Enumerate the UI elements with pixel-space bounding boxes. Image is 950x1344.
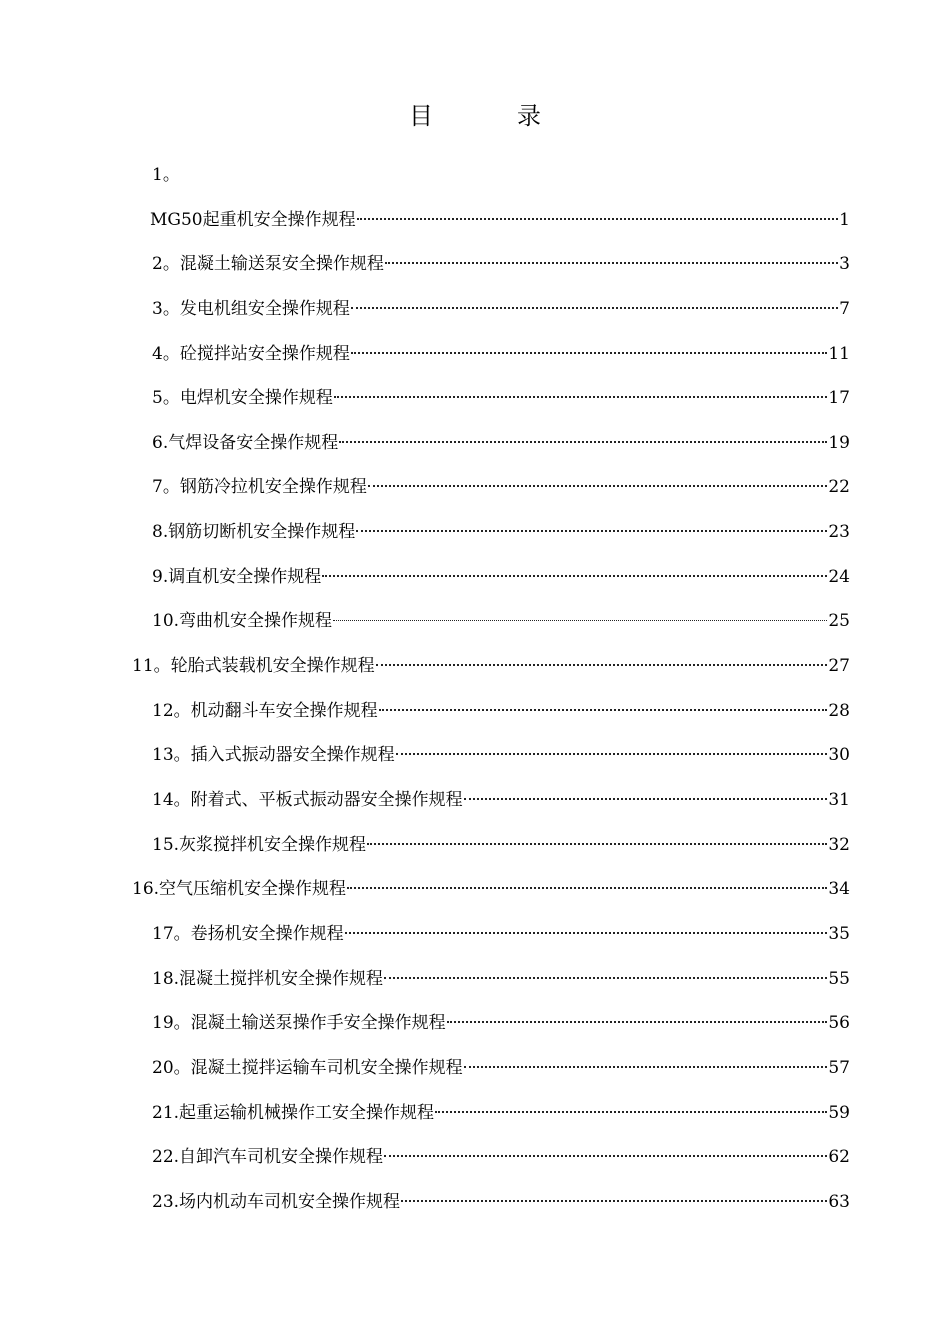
toc-entry[interactable] bbox=[152, 965, 850, 993]
toc-entry-page: 7 bbox=[839, 299, 850, 319]
toc-entry[interactable] bbox=[152, 384, 850, 412]
toc-entry-page: 25 bbox=[828, 611, 850, 631]
toc-entry-page: 59 bbox=[828, 1103, 850, 1123]
toc-entry[interactable] bbox=[152, 1143, 850, 1171]
toc-entry-label: 17。卷扬机安全操作规程 bbox=[152, 924, 344, 944]
toc-entry-label: 4。砼搅拌站安全操作规程 bbox=[152, 344, 350, 364]
toc-entry-page: 34 bbox=[828, 879, 850, 899]
toc-entry[interactable] bbox=[152, 1099, 850, 1127]
toc-entry-label: 8.钢筋切断机安全操作规程 bbox=[152, 522, 356, 542]
dot-leader bbox=[345, 932, 828, 934]
toc-entry-label: 18.混凝土搅拌机安全操作规程 bbox=[152, 969, 384, 989]
toc-entry-page: 63 bbox=[828, 1192, 850, 1212]
dot-leader bbox=[435, 1111, 827, 1113]
toc-entry-label: 12。机动翻斗车安全操作规程 bbox=[152, 701, 378, 721]
toc-entry[interactable] bbox=[152, 295, 850, 323]
toc-entry[interactable] bbox=[152, 250, 850, 278]
toc-lead-number: 1。 bbox=[152, 165, 180, 185]
toc-entry[interactable] bbox=[152, 920, 850, 948]
toc-entry-page: 35 bbox=[828, 924, 850, 944]
toc-entry-page: 11 bbox=[828, 344, 850, 364]
toc-entry-label: 7。钢筋冷拉机安全操作规程 bbox=[152, 477, 367, 497]
dot-leader bbox=[368, 485, 828, 487]
toc-entry[interactable] bbox=[152, 518, 850, 546]
toc-entry-label: 2。混凝土输送泵安全操作规程 bbox=[152, 254, 384, 274]
dot-leader bbox=[384, 1155, 827, 1157]
toc-entry[interactable] bbox=[152, 1188, 850, 1216]
toc-entry-label: 9.调直机安全操作规程 bbox=[152, 567, 322, 587]
dot-leader bbox=[396, 753, 828, 755]
toc-entry-page: 28 bbox=[828, 701, 850, 721]
dot-leader bbox=[333, 620, 827, 621]
toc-entry-page: 30 bbox=[828, 745, 850, 765]
dot-leader bbox=[379, 709, 828, 711]
toc-entry-label: 23.场内机动车司机安全操作规程 bbox=[152, 1192, 401, 1212]
dot-leader bbox=[367, 843, 827, 845]
toc-entry[interactable] bbox=[152, 1054, 850, 1082]
toc-entry-page: 22 bbox=[828, 477, 850, 497]
dot-leader bbox=[385, 262, 838, 264]
toc-entry-page: 23 bbox=[828, 522, 850, 542]
toc-entry-label: 21.起重运输机械操作工安全操作规程 bbox=[152, 1103, 435, 1123]
dot-leader bbox=[464, 798, 828, 800]
toc-entry-page: 17 bbox=[828, 388, 850, 408]
toc-entry-page: 3 bbox=[839, 254, 850, 274]
toc-entry-page: 31 bbox=[828, 790, 850, 810]
dot-leader bbox=[351, 307, 838, 309]
dot-leader bbox=[339, 441, 827, 443]
toc-entry[interactable] bbox=[150, 206, 850, 234]
toc-entry-page: 57 bbox=[828, 1058, 850, 1078]
page-title: 目 录 bbox=[409, 102, 571, 130]
toc-entry-page: 55 bbox=[828, 969, 850, 989]
dot-leader bbox=[376, 664, 828, 666]
toc-entry-page: 32 bbox=[828, 835, 850, 855]
toc-entry[interactable] bbox=[152, 563, 850, 591]
toc-entry-page: 19 bbox=[828, 433, 850, 453]
toc-entry[interactable] bbox=[152, 741, 850, 769]
toc-entry-label: 6.气焊设备安全操作规程 bbox=[152, 433, 339, 453]
toc-entry-label: 22.自卸汽车司机安全操作规程 bbox=[152, 1147, 384, 1167]
toc-entry-label: 11。轮胎式装载机安全操作规程 bbox=[132, 656, 375, 676]
dot-leader bbox=[447, 1021, 828, 1023]
dot-leader bbox=[356, 530, 827, 532]
dot-leader bbox=[334, 396, 828, 398]
toc-entry-label: MG50起重机安全操作规程 bbox=[150, 210, 356, 230]
toc-entry-page: 56 bbox=[828, 1013, 850, 1033]
toc-entry-page: 1 bbox=[839, 210, 850, 230]
dot-leader bbox=[384, 977, 827, 979]
dot-leader bbox=[347, 887, 827, 889]
toc-entry-label: 19。混凝土输送泵操作手安全操作规程 bbox=[152, 1013, 446, 1033]
toc-entry-label: 13。插入式振动器安全操作规程 bbox=[152, 745, 395, 765]
dot-leader bbox=[357, 218, 839, 220]
toc-entry-label: 3。发电机组安全操作规程 bbox=[152, 299, 350, 319]
toc-entry[interactable] bbox=[152, 429, 850, 457]
toc-entry-page: 27 bbox=[828, 656, 850, 676]
toc-entry[interactable] bbox=[152, 607, 850, 635]
toc-entry-label: 10.弯曲机安全操作规程 bbox=[152, 611, 333, 631]
toc-entry-label: 14。附着式、平板式振动器安全操作规程 bbox=[152, 790, 463, 810]
dot-leader bbox=[351, 352, 828, 354]
toc-entry[interactable] bbox=[132, 652, 850, 680]
toc-entry[interactable] bbox=[152, 697, 850, 725]
dot-leader bbox=[322, 575, 827, 577]
toc-entry[interactable] bbox=[152, 340, 850, 368]
toc-entry-label: 20。混凝土搅拌运输车司机安全操作规程 bbox=[152, 1058, 463, 1078]
toc-entry-label: 15.灰浆搅拌机安全操作规程 bbox=[152, 835, 367, 855]
toc-entry[interactable] bbox=[152, 1009, 850, 1037]
toc-entry[interactable] bbox=[152, 786, 850, 814]
toc-entry-label: 16.空气压缩机安全操作规程 bbox=[132, 879, 347, 899]
dot-leader bbox=[464, 1066, 828, 1068]
toc-entry-page: 62 bbox=[828, 1147, 850, 1167]
toc-entry[interactable] bbox=[152, 831, 850, 859]
toc-entry[interactable] bbox=[132, 875, 850, 903]
toc-entry-label: 5。电焊机安全操作规程 bbox=[152, 388, 333, 408]
dot-leader bbox=[401, 1200, 827, 1202]
toc-entry[interactable] bbox=[152, 473, 850, 501]
toc-entry-page: 24 bbox=[828, 567, 850, 587]
